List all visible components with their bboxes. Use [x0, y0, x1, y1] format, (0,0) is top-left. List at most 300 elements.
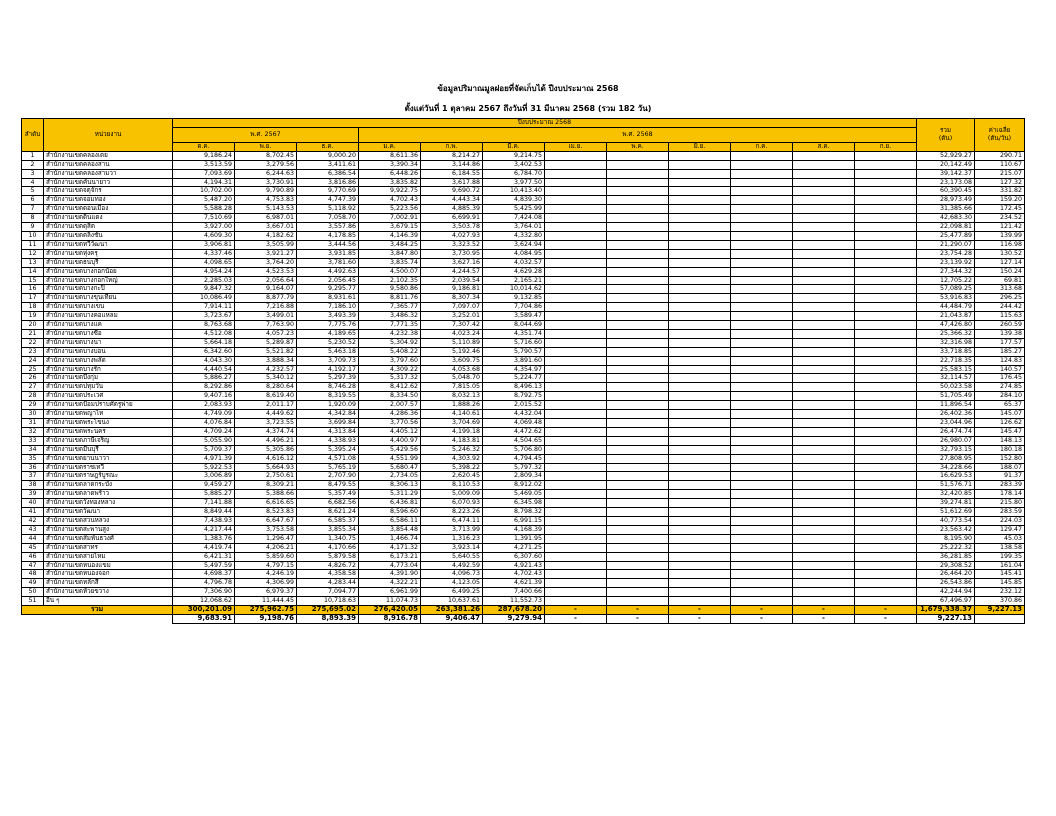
row-month-empty	[855, 151, 917, 160]
row-month-value: 3,781.60	[297, 258, 359, 267]
row-month-value: 7,058.70	[297, 214, 359, 223]
row-number: 3	[22, 169, 44, 178]
row-total: 26,474.74	[917, 427, 975, 436]
row-number: 31	[22, 419, 44, 428]
row-month-value: 3,888.34	[235, 356, 297, 365]
row-number: 2	[22, 160, 44, 169]
row-total: 32,420.85	[917, 490, 975, 499]
row-month-empty	[731, 276, 793, 285]
row-unit-name: สำนักงานเขตภาษีเจริญ	[44, 436, 173, 445]
row-month-empty	[607, 481, 669, 490]
row-month-empty	[607, 508, 669, 517]
row-month-empty	[855, 347, 917, 356]
row-average: 284.10	[975, 392, 1025, 401]
row-month-empty	[607, 401, 669, 410]
row-month-empty	[669, 436, 731, 445]
row-month-empty	[793, 303, 855, 312]
row-month-value: 7,093.69	[173, 169, 235, 178]
row-month-empty	[793, 543, 855, 552]
row-total: 25,222.32	[917, 543, 975, 552]
row-unit-name: สำนักงานเขตสัมพันธวงศ์	[44, 534, 173, 543]
row-month-empty	[855, 543, 917, 552]
header-unit: หน่วยงาน	[44, 119, 173, 152]
row-month-empty	[669, 214, 731, 223]
row-month-empty	[669, 258, 731, 267]
row-month-value: 3,906.81	[173, 240, 235, 249]
row-unit-name: สำนักงานเขตบางนา	[44, 338, 173, 347]
row-unit-name: สำนักงานเขตหนองจอก	[44, 570, 173, 579]
table-row	[22, 276, 1025, 285]
row-unit-name: สำนักงานเขตคลองเตย	[44, 151, 173, 160]
table-row	[22, 187, 1025, 196]
table-row	[22, 445, 1025, 454]
row-number: 40	[22, 499, 44, 508]
row-total: 52,929.27	[917, 151, 975, 160]
row-month-value: 5,886.27	[173, 374, 235, 383]
row-month-empty	[545, 338, 607, 347]
row-average: 176.45	[975, 374, 1025, 383]
row-month-empty	[607, 240, 669, 249]
row-month-empty	[855, 445, 917, 454]
row-month-empty	[731, 365, 793, 374]
row-month-empty	[545, 481, 607, 490]
row-month-empty	[545, 214, 607, 223]
row-month-empty	[855, 534, 917, 543]
row-total: 51,705.49	[917, 392, 975, 401]
row-month-empty	[545, 356, 607, 365]
row-month-empty	[607, 419, 669, 428]
row-month-empty	[793, 223, 855, 232]
table-row	[22, 561, 1025, 570]
row-month-empty	[855, 561, 917, 570]
row-total: 23,563.42	[917, 525, 975, 534]
row-month-value: 2,083.93	[173, 401, 235, 410]
row-month-empty	[793, 490, 855, 499]
row-month-value: 6,585.37	[297, 516, 359, 525]
row-month-empty	[731, 508, 793, 517]
row-month-empty	[731, 196, 793, 205]
row-unit-name: สำนักงานเขตพระโขนง	[44, 419, 173, 428]
row-month-value: 2,707.90	[297, 472, 359, 481]
row-month-value: 6,448.26	[359, 169, 421, 178]
table-row	[22, 570, 1025, 579]
row-unit-name: สำนักงานเขตคันนายาว	[44, 178, 173, 187]
row-month-empty	[607, 276, 669, 285]
row-month-empty	[731, 240, 793, 249]
row-total: 31,385.66	[917, 205, 975, 214]
row-month-value: 5,790.57	[483, 347, 545, 356]
table-row	[22, 231, 1025, 240]
row-month-value: 9,580.86	[359, 285, 421, 294]
row-month-value: 4,794.45	[483, 454, 545, 463]
row-total: 32,316.98	[917, 338, 975, 347]
row-month-value: 3,667.01	[235, 223, 297, 232]
row-average: 161.04	[975, 561, 1025, 570]
row-month-empty	[731, 303, 793, 312]
row-month-empty	[545, 534, 607, 543]
row-month-empty	[669, 374, 731, 383]
row-month-empty	[669, 472, 731, 481]
row-average: 145.47	[975, 427, 1025, 436]
row-month-empty	[855, 365, 917, 374]
row-month-empty	[793, 463, 855, 472]
row-month-value: 2,285.03	[173, 276, 235, 285]
row-month-value: 4,702.43	[483, 570, 545, 579]
row-month-empty	[669, 499, 731, 508]
row-month-empty	[793, 178, 855, 187]
row-number: 51	[22, 597, 44, 606]
row-month-empty	[731, 588, 793, 597]
row-month-value: 4,313.84	[297, 427, 359, 436]
row-average: 121.42	[975, 223, 1025, 232]
row-number: 25	[22, 365, 44, 374]
row-month-value: 5,497.59	[173, 561, 235, 570]
average-month-value: 9,279.94	[483, 614, 545, 623]
table-row	[22, 490, 1025, 499]
row-month-empty	[607, 365, 669, 374]
row-total: 44,484.79	[917, 303, 975, 312]
row-month-empty	[731, 160, 793, 169]
row-month-empty	[855, 178, 917, 187]
row-month-empty	[793, 445, 855, 454]
row-average: 148.13	[975, 436, 1025, 445]
row-month-empty	[731, 419, 793, 428]
table-row	[22, 338, 1025, 347]
row-total: 42,683.30	[917, 214, 975, 223]
row-total: 21,043.87	[917, 312, 975, 321]
row-month-value: 1,316.23	[421, 534, 483, 543]
header-total-label: รวม	[939, 127, 952, 134]
row-month-empty	[607, 463, 669, 472]
table-row	[22, 285, 1025, 294]
row-month-value: 7,400.66	[483, 588, 545, 597]
row-total: 42,244.94	[917, 588, 975, 597]
row-total: 57,089.25	[917, 285, 975, 294]
row-average: 274.85	[975, 383, 1025, 392]
row-month-value: 7,510.69	[173, 214, 235, 223]
row-unit-name: สำนักงานเขตวัฒนา	[44, 508, 173, 517]
row-average: 69.81	[975, 276, 1025, 285]
row-total: 21,290.07	[917, 240, 975, 249]
row-month-empty	[669, 294, 731, 303]
row-month-empty	[731, 249, 793, 258]
row-month-value: 3,499.01	[235, 312, 297, 321]
table-row	[22, 552, 1025, 561]
row-month-empty	[855, 392, 917, 401]
average-month-value: 9,683.91	[173, 614, 235, 623]
row-month-value: 5,398.22	[421, 463, 483, 472]
row-average: 152.80	[975, 454, 1025, 463]
header-month: ต.ค.	[173, 142, 235, 151]
row-month-empty	[731, 472, 793, 481]
row-month-value: 2,734.05	[359, 472, 421, 481]
row-month-value: 9,790.89	[235, 187, 297, 196]
row-month-value: 8,523.83	[235, 508, 297, 517]
row-month-value: 8,811.76	[359, 294, 421, 303]
row-month-value: 9,132.85	[483, 294, 545, 303]
row-month-value: 4,709.24	[173, 427, 235, 436]
row-month-value: 5,395.24	[297, 445, 359, 454]
row-month-empty	[731, 401, 793, 410]
row-month-value: 5,680.47	[359, 463, 421, 472]
row-average: 313.68	[975, 285, 1025, 294]
row-month-empty	[855, 276, 917, 285]
document-title: ข้อมูลปริมาณมูลฝอยที่จัดเก็บได้ ปีงบประมาณ 2568	[437, 84, 619, 93]
row-month-value: 3,764.20	[235, 258, 297, 267]
row-month-empty	[545, 427, 607, 436]
row-month-empty	[545, 472, 607, 481]
row-month-empty	[607, 561, 669, 570]
average-month-empty: -	[731, 614, 793, 623]
row-month-empty	[545, 160, 607, 169]
row-month-value: 4,954.24	[173, 267, 235, 276]
row-month-empty	[607, 588, 669, 597]
row-unit-name: สำนักงานเขตจอมทอง	[44, 196, 173, 205]
row-month-value: 7,704.86	[483, 303, 545, 312]
row-month-empty	[545, 285, 607, 294]
row-average: 331.82	[975, 187, 1025, 196]
row-month-empty	[793, 231, 855, 240]
row-month-empty	[731, 481, 793, 490]
average-month-empty: -	[607, 614, 669, 623]
row-month-value: 7,097.07	[421, 303, 483, 312]
row-month-empty	[731, 205, 793, 214]
row-month-empty	[855, 160, 917, 169]
row-month-empty	[607, 231, 669, 240]
row-month-empty	[731, 552, 793, 561]
row-month-empty	[669, 525, 731, 534]
row-month-empty	[669, 249, 731, 258]
row-month-empty	[545, 374, 607, 383]
total-month-empty: -	[607, 606, 669, 615]
table-row	[22, 579, 1025, 588]
table-row	[22, 516, 1025, 525]
row-month-value: 8,307.34	[421, 294, 483, 303]
row-number: 22	[22, 338, 44, 347]
row-month-empty	[855, 356, 917, 365]
row-month-empty	[607, 338, 669, 347]
row-month-empty	[607, 534, 669, 543]
row-month-empty	[855, 303, 917, 312]
row-month-empty	[607, 525, 669, 534]
total-month-value: 263,381.26	[421, 606, 483, 615]
average-month-value: 8,893.39	[297, 614, 359, 623]
row-month-empty	[669, 481, 731, 490]
row-month-value: 4,443.34	[421, 196, 483, 205]
row-month-empty	[669, 427, 731, 436]
row-average: 150.24	[975, 267, 1025, 276]
table-header	[22, 119, 1025, 152]
row-number: 33	[22, 436, 44, 445]
row-month-value: 8,619.40	[235, 392, 297, 401]
row-month-value: 8,412.62	[359, 383, 421, 392]
average-month-value: 9,406.47	[421, 614, 483, 623]
row-month-value: 7,775.76	[297, 321, 359, 330]
row-month-value: 4,440.54	[173, 365, 235, 374]
row-month-empty	[669, 534, 731, 543]
row-month-value: 4,351.74	[483, 329, 545, 338]
row-average: 140.57	[975, 365, 1025, 374]
row-month-empty	[793, 240, 855, 249]
table-row	[22, 525, 1025, 534]
header-total	[917, 119, 975, 152]
row-average: 130.52	[975, 249, 1025, 258]
row-month-value: 4,217.44	[173, 525, 235, 534]
row-month-empty	[731, 561, 793, 570]
row-month-empty	[855, 312, 917, 321]
total-month-empty: -	[855, 606, 917, 615]
row-month-empty	[607, 303, 669, 312]
row-unit-name: สำนักงานเขตห้วยขวาง	[44, 588, 173, 597]
row-month-empty	[731, 356, 793, 365]
row-month-empty	[669, 285, 731, 294]
header-fiscal-year: ปีงบประมาณ 2568	[173, 119, 917, 128]
row-month-empty	[855, 196, 917, 205]
row-month-value: 8,877.79	[235, 294, 297, 303]
row-month-empty	[669, 160, 731, 169]
row-month-empty	[607, 196, 669, 205]
row-unit-name: สำนักงานเขตบางแค	[44, 321, 173, 330]
row-month-empty	[607, 579, 669, 588]
row-month-value: 5,110.89	[421, 338, 483, 347]
row-month-empty	[545, 205, 607, 214]
row-month-value: 5,230.52	[297, 338, 359, 347]
row-average: 145.85	[975, 579, 1025, 588]
row-month-empty	[855, 294, 917, 303]
row-month-value: 4,244.57	[421, 267, 483, 276]
row-number: 36	[22, 463, 44, 472]
row-month-empty	[545, 383, 607, 392]
document-subtitle: ตั้งแต่วันที่ 1 ตุลาคม 2567 ถึงวันที่ 31 มีนาคม 2568 (รวม 182 วัน)	[404, 104, 652, 113]
row-average: 178.14	[975, 490, 1025, 499]
table-row	[22, 294, 1025, 303]
row-month-empty	[607, 294, 669, 303]
row-month-value: 11,444.45	[235, 597, 297, 606]
row-month-value: 4,492.59	[421, 561, 483, 570]
table-row	[22, 160, 1025, 169]
row-total: 25,477.89	[917, 231, 975, 240]
table-row	[22, 392, 1025, 401]
row-average: 139.99	[975, 231, 1025, 240]
row-number: 11	[22, 240, 44, 249]
row-month-value: 9,214.75	[483, 151, 545, 160]
row-month-empty	[855, 490, 917, 499]
row-month-value: 5,223.56	[359, 205, 421, 214]
row-average: 188.07	[975, 463, 1025, 472]
row-average: 180.18	[975, 445, 1025, 454]
table-row	[22, 588, 1025, 597]
row-number: 30	[22, 410, 44, 419]
table-row	[22, 419, 1025, 428]
table-row	[22, 454, 1025, 463]
row-month-empty	[545, 508, 607, 517]
row-total: 26,464.20	[917, 570, 975, 579]
row-month-value: 4,332.80	[483, 231, 545, 240]
row-month-empty	[855, 187, 917, 196]
row-month-empty	[607, 249, 669, 258]
row-month-empty	[855, 240, 917, 249]
row-month-value: 4,702.43	[359, 196, 421, 205]
row-unit-name: สำนักงานเขตหลักสี่	[44, 579, 173, 588]
row-month-empty	[545, 410, 607, 419]
row-month-empty	[855, 383, 917, 392]
row-month-value: 7,914.11	[173, 303, 235, 312]
row-total: 12,705.22	[917, 276, 975, 285]
row-month-value: 7,186.10	[297, 303, 359, 312]
row-month-empty	[731, 223, 793, 232]
table-row	[22, 374, 1025, 383]
row-month-value: 3,723.55	[235, 419, 297, 428]
header-month: ม.ค.	[359, 142, 421, 151]
row-month-value: 1,391.95	[483, 534, 545, 543]
row-number: 1	[22, 151, 44, 160]
row-number: 7	[22, 205, 44, 214]
row-month-value: 4,971.39	[173, 454, 235, 463]
row-month-value: 4,826.72	[297, 561, 359, 570]
row-month-value: 2,039.54	[421, 276, 483, 285]
row-month-empty	[793, 410, 855, 419]
row-month-value: 4,178.85	[297, 231, 359, 240]
row-month-value: 11,074.73	[359, 597, 421, 606]
row-month-value: 1,888.26	[421, 401, 483, 410]
row-month-value: 4,053.68	[421, 365, 483, 374]
row-month-value: 6,784.70	[483, 169, 545, 178]
row-month-value: 4,023.24	[421, 329, 483, 338]
row-month-value: 8,044.69	[483, 321, 545, 330]
total-month-empty: -	[545, 606, 607, 615]
row-month-empty	[607, 427, 669, 436]
row-month-value: 3,847.80	[359, 249, 421, 258]
row-month-value: 8,306.13	[359, 481, 421, 490]
row-month-empty	[731, 516, 793, 525]
row-total: 36,281.85	[917, 552, 975, 561]
row-month-value: 4,621.39	[483, 579, 545, 588]
row-month-value: 1,383.76	[173, 534, 235, 543]
row-month-value: 3,484.25	[359, 240, 421, 249]
row-month-empty	[545, 499, 607, 508]
row-unit-name: สำนักงานเขตจตุจักร	[44, 187, 173, 196]
row-month-empty	[607, 454, 669, 463]
row-month-value: 5,340.12	[235, 374, 297, 383]
row-month-value: 5,317.32	[359, 374, 421, 383]
row-month-value: 5,048.70	[421, 374, 483, 383]
row-month-value: 6,386.54	[297, 169, 359, 178]
row-month-empty	[731, 294, 793, 303]
row-month-value: 6,991.15	[483, 516, 545, 525]
row-month-value: 6,244.63	[235, 169, 297, 178]
row-month-empty	[855, 258, 917, 267]
row-month-value: 2,165.21	[483, 276, 545, 285]
row-month-value: 4,391.90	[359, 570, 421, 579]
row-unit-name: สำนักงานเขตประเวศ	[44, 392, 173, 401]
total-grand-total: 1,679,338.37	[917, 606, 975, 615]
row-number: 10	[22, 231, 44, 240]
row-month-empty	[669, 392, 731, 401]
row-month-empty	[793, 196, 855, 205]
row-number: 42	[22, 516, 44, 525]
row-month-empty	[855, 597, 917, 606]
row-month-empty	[855, 419, 917, 428]
row-month-empty	[669, 490, 731, 499]
header-month: เม.ย.	[545, 142, 607, 151]
row-month-empty	[669, 321, 731, 330]
row-month-empty	[545, 151, 607, 160]
row-month-value: 3,923.14	[421, 543, 483, 552]
row-month-value: 4,839.30	[483, 196, 545, 205]
table-row	[22, 329, 1025, 338]
row-total: 16,629.53	[917, 472, 975, 481]
row-month-value: 3,891.60	[483, 356, 545, 365]
